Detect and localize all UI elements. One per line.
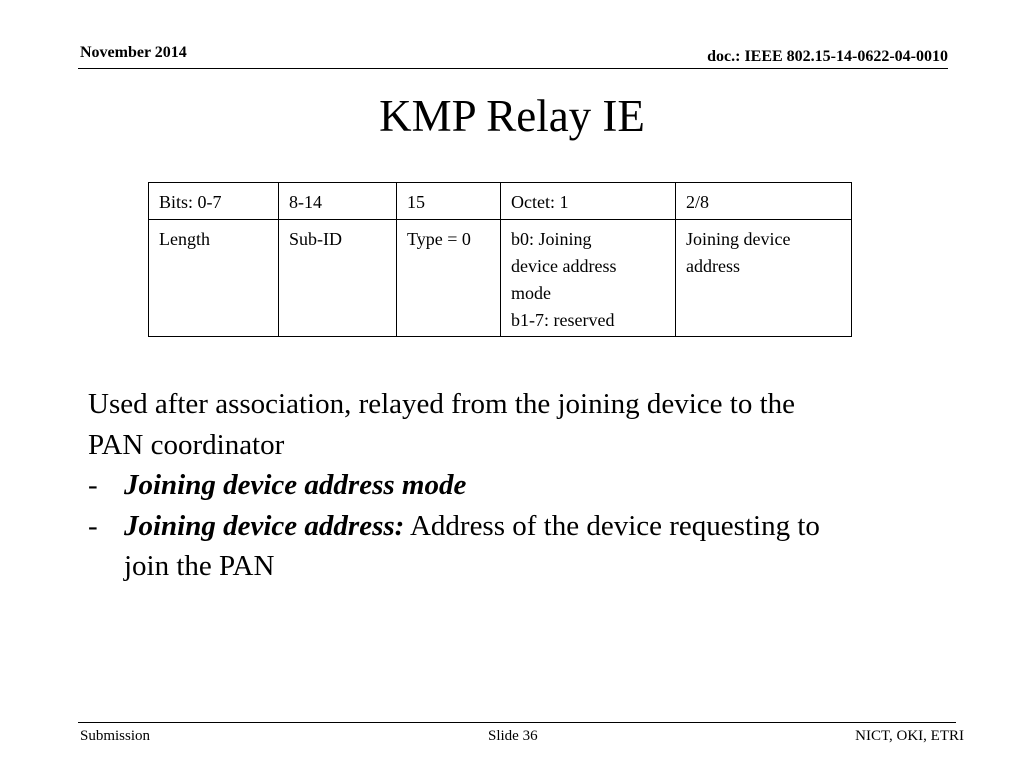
table-cell: 2/8 bbox=[676, 183, 852, 220]
ie-format-table bbox=[148, 182, 852, 337]
footer-submission: Submission bbox=[80, 728, 151, 744]
body-text bbox=[88, 384, 968, 587]
bullet-description-cont: join the PAN bbox=[124, 550, 275, 582]
table-cell-sub-id: Sub-ID bbox=[279, 220, 397, 337]
table-cell-octet1 bbox=[501, 220, 676, 337]
cell-line: Joining device bbox=[686, 229, 791, 249]
slide-title: KMP Relay IE bbox=[379, 91, 645, 141]
table-row bbox=[149, 220, 852, 337]
footer-authors: NICT, OKI, ETRI bbox=[855, 728, 964, 744]
table-cell: Bits: 0-7 bbox=[149, 183, 279, 220]
intro-line: Used after association, relayed from the joining device to the bbox=[88, 388, 796, 420]
header-date: November 2014 bbox=[80, 44, 187, 61]
table-cell-length: Length bbox=[149, 220, 279, 337]
bullet-dash: - bbox=[88, 509, 98, 542]
cell-line: mode bbox=[511, 283, 551, 303]
table-cell: 8-14 bbox=[279, 183, 397, 220]
cell-line: b1-7: reserved bbox=[511, 310, 615, 330]
table-cell: 15 bbox=[397, 183, 501, 220]
table-row bbox=[149, 183, 852, 220]
header-divider bbox=[78, 68, 948, 69]
cell-line: b0: Joining bbox=[511, 229, 592, 249]
cell-line: device address bbox=[511, 256, 617, 276]
footer-slide-number: Slide 36 bbox=[488, 728, 538, 744]
table-cell: Octet: 1 bbox=[501, 183, 676, 220]
header-doc-id: doc.: IEEE 802.15-14-0622-04-0010 bbox=[707, 48, 948, 65]
cell-line: address bbox=[686, 256, 740, 276]
bullet-dash: - bbox=[88, 469, 98, 501]
table-cell-address bbox=[676, 220, 852, 337]
bullet-item bbox=[88, 506, 968, 587]
footer-divider bbox=[78, 722, 956, 723]
bullet-term: Joining device address mode bbox=[124, 469, 467, 501]
table-cell-type: Type = 0 bbox=[397, 220, 501, 337]
bullet-item bbox=[88, 465, 968, 506]
bullet-description: Address of the device requesting to bbox=[404, 509, 820, 542]
bullet-term: Joining device address: bbox=[124, 509, 405, 542]
intro-line: PAN coordinator bbox=[88, 428, 285, 461]
